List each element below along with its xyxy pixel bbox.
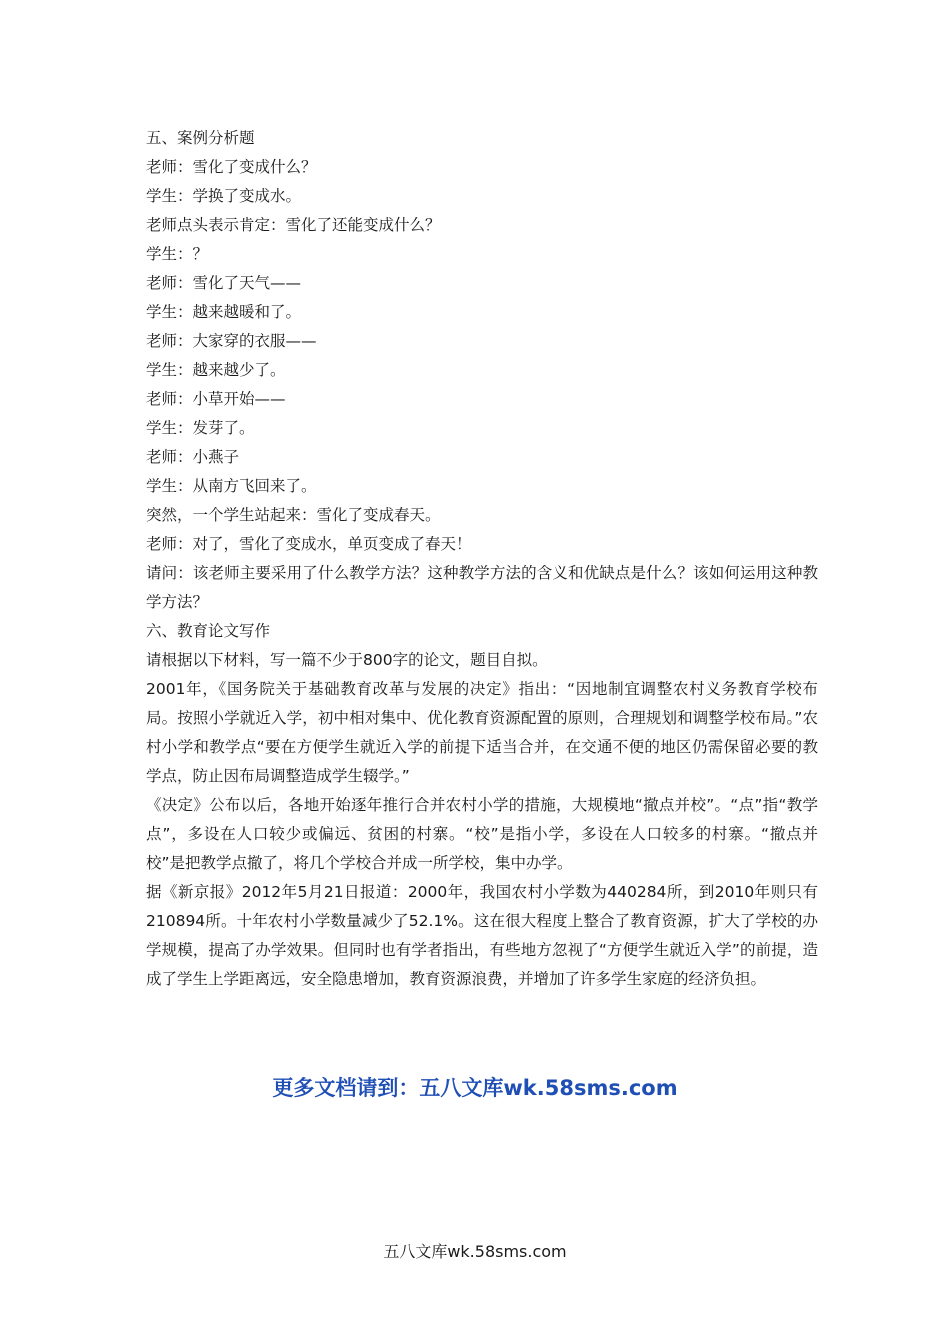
essay-material-paragraph: 据《新京报》2012年5月21日报道：2000年，我国农村小学数为440284所，到2010年则只有210894所。十年农村小学数量减少了52.1%。这在很大程度上整合了教育资源，扩大了学校的办学规模，提高了办学效果。但同时也有学者指出，有些地方忽视了“方便学生就近入学”的前提，造成了学生上学距离远，安全隐患增加，教育资源浪费，并增加了许多学生家庭的经济负担。: [146, 883, 818, 988]
essay-material-paragraph: 2001年，《国务院关于基础教育改革与发展的决定》指出：“因地制宜调整农村义务教育学校布局。按照小学就近入学，初中相对集中、优化教育资源配置的原则，合理规划和调整学校布局。”农村小学和教学点“要在方便学生就近入学的前提下适当合并，在交通不便的地区仍需保留必要的教学点，防止因布局调整造成学生辍学。”: [146, 680, 818, 785]
page-footer: 五八文库wk.58sms.com: [383, 1242, 567, 1261]
dialogue-line: 学生：越来越暖和了。: [146, 303, 302, 321]
dialogue-line: 学生：？: [146, 245, 209, 263]
dialogue-line: 突然，一个学生站起来：雪化了变成春天。: [146, 506, 441, 524]
dialogue-block: [146, 153, 818, 559]
dialogue-line: 学生：越来越少了。: [146, 361, 286, 379]
dialogue-line: 老师：雪化了变成什么？: [146, 158, 317, 176]
dialogue-line: 老师点头表示肯定：雪化了还能变成什么？: [146, 216, 441, 234]
essay-material-paragraph: 《决定》公布以后，各地开始逐年推行合并农村小学的措施，大规模地“撤点并校”。“点”指“教学点”，多设在人口较少或偏远、贫困的村寨。“校”是指小学，多设在人口较多的村寨。“撤点并校”是把教学点撤了，将几个学校合并成一所学校，集中办学。: [146, 796, 818, 872]
essay-instruction: 请根据以下材料，写一篇不少于800字的论文，题目自拟。: [146, 651, 548, 669]
dialogue-line: 老师：对了，雪化了变成水，单页变成了春天！: [146, 535, 472, 553]
dialogue-line: 学生：发芽了。: [146, 419, 255, 437]
dialogue-line: 老师：小燕子: [146, 448, 240, 466]
dialogue-line: 学生：从南方飞回来了。: [146, 477, 317, 495]
dialogue-line: 学生：学换了变成水。: [146, 187, 302, 205]
dialogue-line: 老师：小草开始——: [146, 390, 286, 408]
promo-link[interactable]: 更多文档请到：五八文库wk.58sms.com: [272, 1076, 678, 1100]
dialogue-line: 老师：大家穿的衣服——: [146, 332, 317, 350]
section-heading-case-analysis: 五、案例分析题: [146, 129, 255, 147]
section-heading-essay-writing: 六、教育论文写作: [146, 622, 271, 640]
document-body: [146, 124, 818, 994]
dialogue-line: 老师：雪化了天气——: [146, 274, 302, 292]
case-question: 请问：该老师主要采用了什么教学方法？这种教学方法的含义和优缺点是什么？该如何运用这种教学方法？: [146, 564, 818, 611]
